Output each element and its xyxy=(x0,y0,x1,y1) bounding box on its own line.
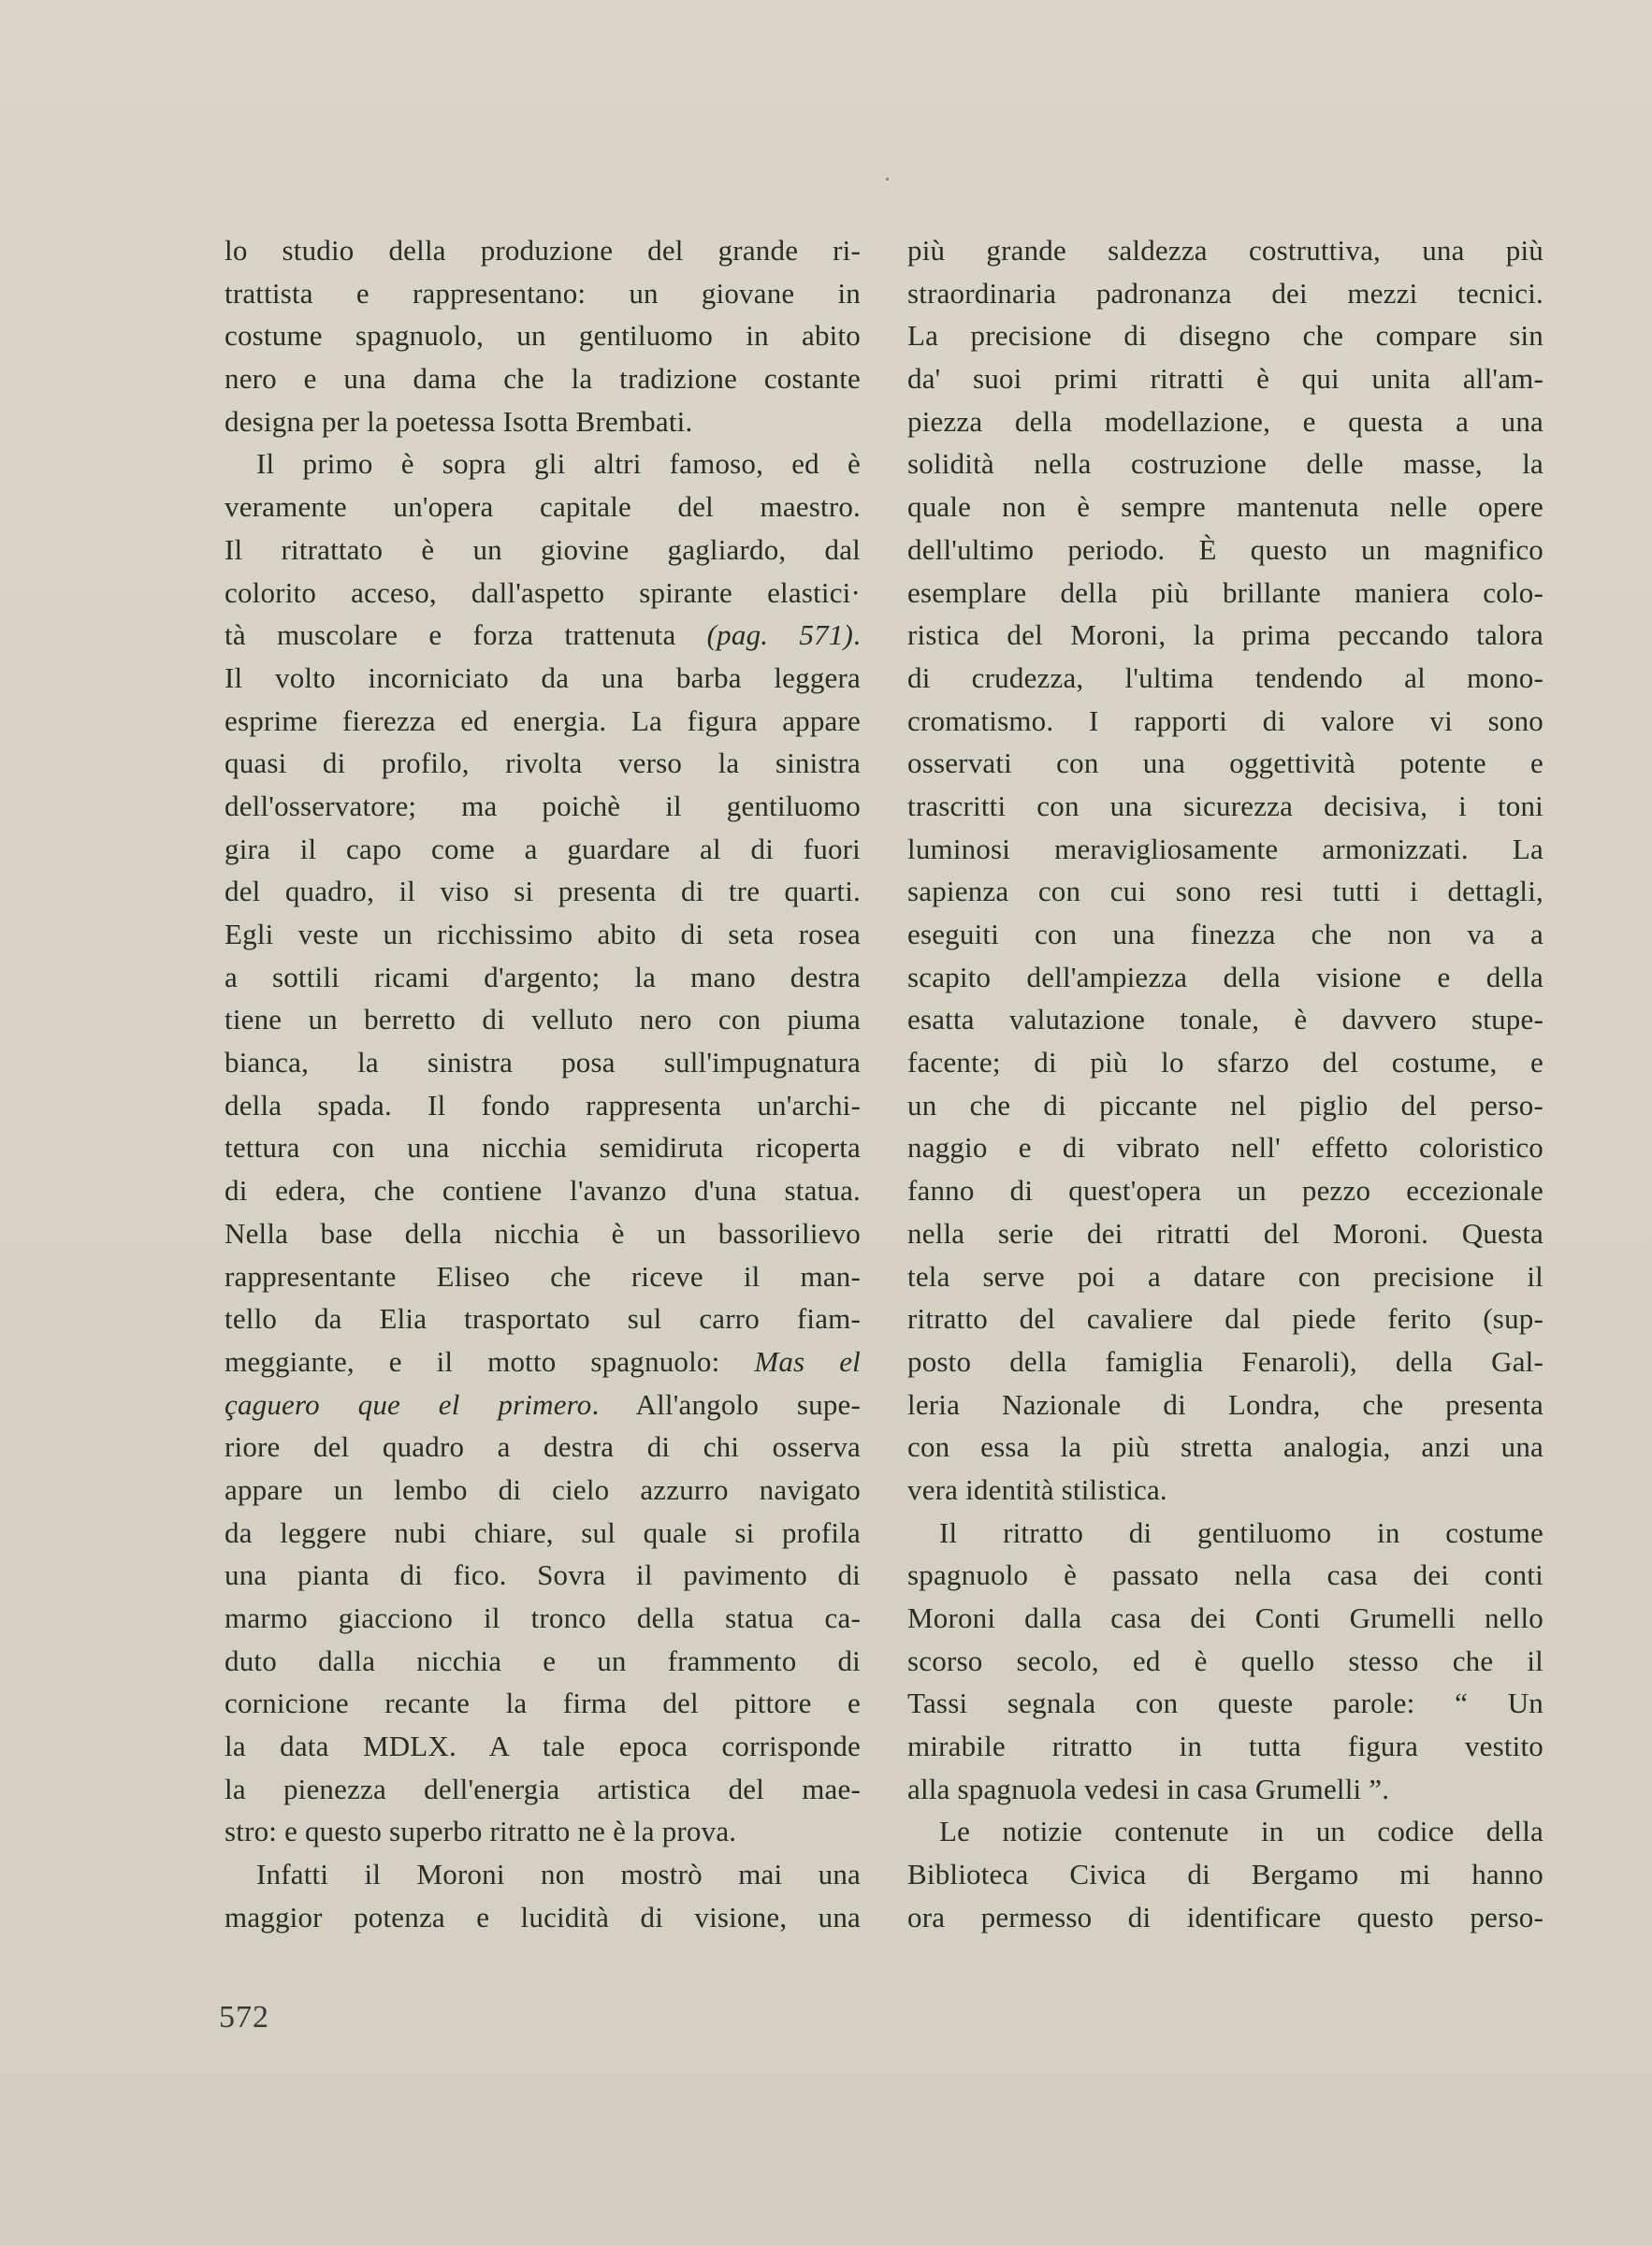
text-line: La precisione di disegno che compare sin xyxy=(907,319,1543,353)
text-line: Il ritratto di gentiluomo in costume xyxy=(939,1515,1543,1549)
text-line: duto dalla nicchia e un frammento di xyxy=(225,1644,861,1677)
text-line: trascritti con una sicurezza decisiva, i toni xyxy=(907,789,1543,822)
text-line: maggior potenza e lucidità di visione, una xyxy=(225,1900,861,1934)
text-line: appare un lembo di cielo azzurro navigato xyxy=(225,1472,861,1506)
text-line: Il primo è sopra gli altri famoso, ed è xyxy=(256,447,861,481)
text-line: dell'osservatore; ma poichè il gentiluomo xyxy=(225,789,861,822)
text-line: tà muscolare e forza trattenuta (pag. 571). xyxy=(225,618,861,652)
text-line: Egli veste un ricchissimo abito di seta rosea xyxy=(225,918,861,950)
text-line: rappresentante Eliseo che riceve il man- xyxy=(225,1259,861,1293)
text-line: da' suoi primi ritratti è qui unita all'am- xyxy=(907,362,1543,396)
text-line: Le notizie contenute in un codice della xyxy=(939,1815,1543,1848)
text-line: Tassi segnala con queste parole: “ Un xyxy=(907,1687,1543,1720)
italic-phrase: Mas el xyxy=(754,1344,861,1378)
text-line: eseguiti con una finezza che non va a xyxy=(907,918,1543,950)
page-number: 572 xyxy=(219,2000,269,2035)
text-line: lo studio della produzione del grande ri- xyxy=(225,234,861,267)
text-line: esatta valutazione tonale, è davvero stupe- xyxy=(907,1003,1543,1036)
text-line: posto della famiglia Fenaroli), della Gal- xyxy=(907,1344,1543,1378)
text-line: tello da Elia trasportato sul carro fiam- xyxy=(225,1302,861,1336)
text-line: una pianta di fico. Sovra il pavimento di xyxy=(225,1558,861,1592)
text-line: riore del quadro a destra di chi osserva xyxy=(225,1430,861,1464)
text-line: ritratto del cavaliere dal piede ferito (sup- xyxy=(907,1302,1543,1336)
text-line: esprime fierezza ed energia. La figura appare xyxy=(225,703,861,737)
text-line: colorito acceso, dall'aspetto spirante elastici· xyxy=(225,575,861,609)
text-line: fanno di quest'opera un pezzo eccezionale xyxy=(907,1174,1543,1208)
italic-phrase: çaguero que el primero xyxy=(225,1387,592,1421)
text-line: trattista e rappresentano: un giovane in xyxy=(225,276,861,310)
text-line: tela serve poi a datare con precisione il xyxy=(907,1259,1543,1293)
text-line: stro: e questo superbo ritratto ne è la prova. xyxy=(225,1815,737,1848)
text-line: Infatti il Moroni non mostrò mai una xyxy=(256,1858,861,1891)
text-line: veramente un'opera capitale del maestro. xyxy=(225,490,861,524)
text-line: dell'ultimo periodo. È questo un magnifico xyxy=(907,532,1543,566)
text-line: marmo giacciono il tronco della statua ca- xyxy=(225,1601,861,1634)
text-line: con essa la più stretta analogia, anzi una xyxy=(907,1430,1543,1464)
text-line: cromatismo. I rapporti di valore vi sono xyxy=(907,703,1543,737)
text-line: nella serie dei ritratti del Moroni. Questa xyxy=(907,1216,1543,1250)
text-line: scorso secolo, ed è quello stesso che il xyxy=(907,1644,1543,1677)
text-line: un che di piccante nel piglio del perso- xyxy=(907,1088,1543,1122)
text-line: la data MDLX. A tale epoca corrisponde xyxy=(225,1730,861,1763)
text-line: quale non è sempre mantenuta nelle opere xyxy=(907,490,1543,524)
text-line: piezza della modellazione, e questa a una xyxy=(907,404,1543,438)
text-line: mirabile ritratto in tutta figura vestito xyxy=(907,1730,1543,1763)
text-line: naggio e di vibrato nell' effetto coloristico xyxy=(907,1131,1543,1165)
text-line: sapienza con cui sono resi tutti i dettagli, xyxy=(907,875,1543,908)
text-line: luminosi meravigliosamente armonizzati. La xyxy=(907,832,1543,865)
text-line: çaguero que el primero. All'angolo supe- xyxy=(225,1387,861,1421)
text-line: Nella base della nicchia è un bassorilievo xyxy=(225,1216,861,1250)
text-line: quasi di profilo, rivolta verso la sinistra xyxy=(225,746,861,780)
text-line: vera identità stilistica. xyxy=(907,1472,1167,1506)
text-line: solidità nella costruzione delle masse, la xyxy=(907,447,1543,481)
text-line: a sottili ricami d'argento; la mano destra xyxy=(225,960,861,993)
text-line: la pienezza dell'energia artistica del mae- xyxy=(225,1772,861,1805)
text-line: Il ritrattato è un giovine gagliardo, dal xyxy=(225,532,861,566)
text-line: bianca, la sinistra posa sull'impugnatura xyxy=(225,1046,861,1079)
text-line: gira il capo come a guardare al di fuori xyxy=(225,832,861,865)
text-line: Il volto incorniciato da una barba leggera xyxy=(225,660,861,694)
text-line: più grande saldezza costruttiva, una più xyxy=(907,234,1543,267)
text-line: della spada. Il fondo rappresenta un'archi- xyxy=(225,1088,861,1122)
text-line: scapito dell'ampiezza della visione e della xyxy=(907,960,1543,993)
text-line: di crudezza, l'ultima tendendo al mono- xyxy=(907,660,1543,694)
text-line: Moroni dalla casa dei Conti Grumelli nello xyxy=(907,1601,1543,1634)
text-line: spagnuolo è passato nella casa dei conti xyxy=(907,1558,1543,1592)
text-line: da leggere nubi chiare, sul quale si profila xyxy=(225,1515,861,1549)
text-line: tiene un berretto di velluto nero con piuma xyxy=(225,1003,861,1036)
text-line: ristica del Moroni, la prima peccando talora xyxy=(907,618,1543,652)
text-line: ora permesso di identificare questo perso- xyxy=(907,1900,1543,1934)
text-line: tettura con una nicchia semidiruta ricoperta xyxy=(225,1131,861,1165)
text-line: cornicione recante la firma del pittore e xyxy=(225,1687,861,1720)
print-mark xyxy=(886,178,889,181)
text-line: leria Nazionale di Londra, che presenta xyxy=(907,1387,1543,1421)
text-line: esemplare della più brillante maniera colo- xyxy=(907,575,1543,609)
text-line: alla spagnuola vedesi in casa Grumelli ”. xyxy=(907,1772,1390,1805)
italic-phrase: (pag. 571) xyxy=(706,618,854,652)
text-line: del quadro, il viso si presenta di tre quarti. xyxy=(225,875,861,908)
text-line: osservati con una oggettività potente e xyxy=(907,746,1543,780)
text-line: nero e una dama che la tradizione costante xyxy=(225,362,861,396)
text-line: di edera, che contiene l'avanzo d'una statua. xyxy=(225,1174,861,1208)
text-line: costume spagnuolo, un gentiluomo in abito xyxy=(225,319,861,353)
text-line: facente; di più lo sfarzo del costume, e xyxy=(907,1046,1543,1079)
right-text-column xyxy=(907,229,1543,1939)
text-line: straordinaria padronanza dei mezzi tecnici. xyxy=(907,276,1543,310)
text-line: meggiante, e il motto spagnuolo: Mas el xyxy=(225,1344,861,1378)
text-line: designa per la poetessa Isotta Brembati. xyxy=(225,404,693,438)
text-line: Biblioteca Civica di Bergamo mi hanno xyxy=(907,1858,1543,1891)
left-text-column xyxy=(225,229,861,1939)
